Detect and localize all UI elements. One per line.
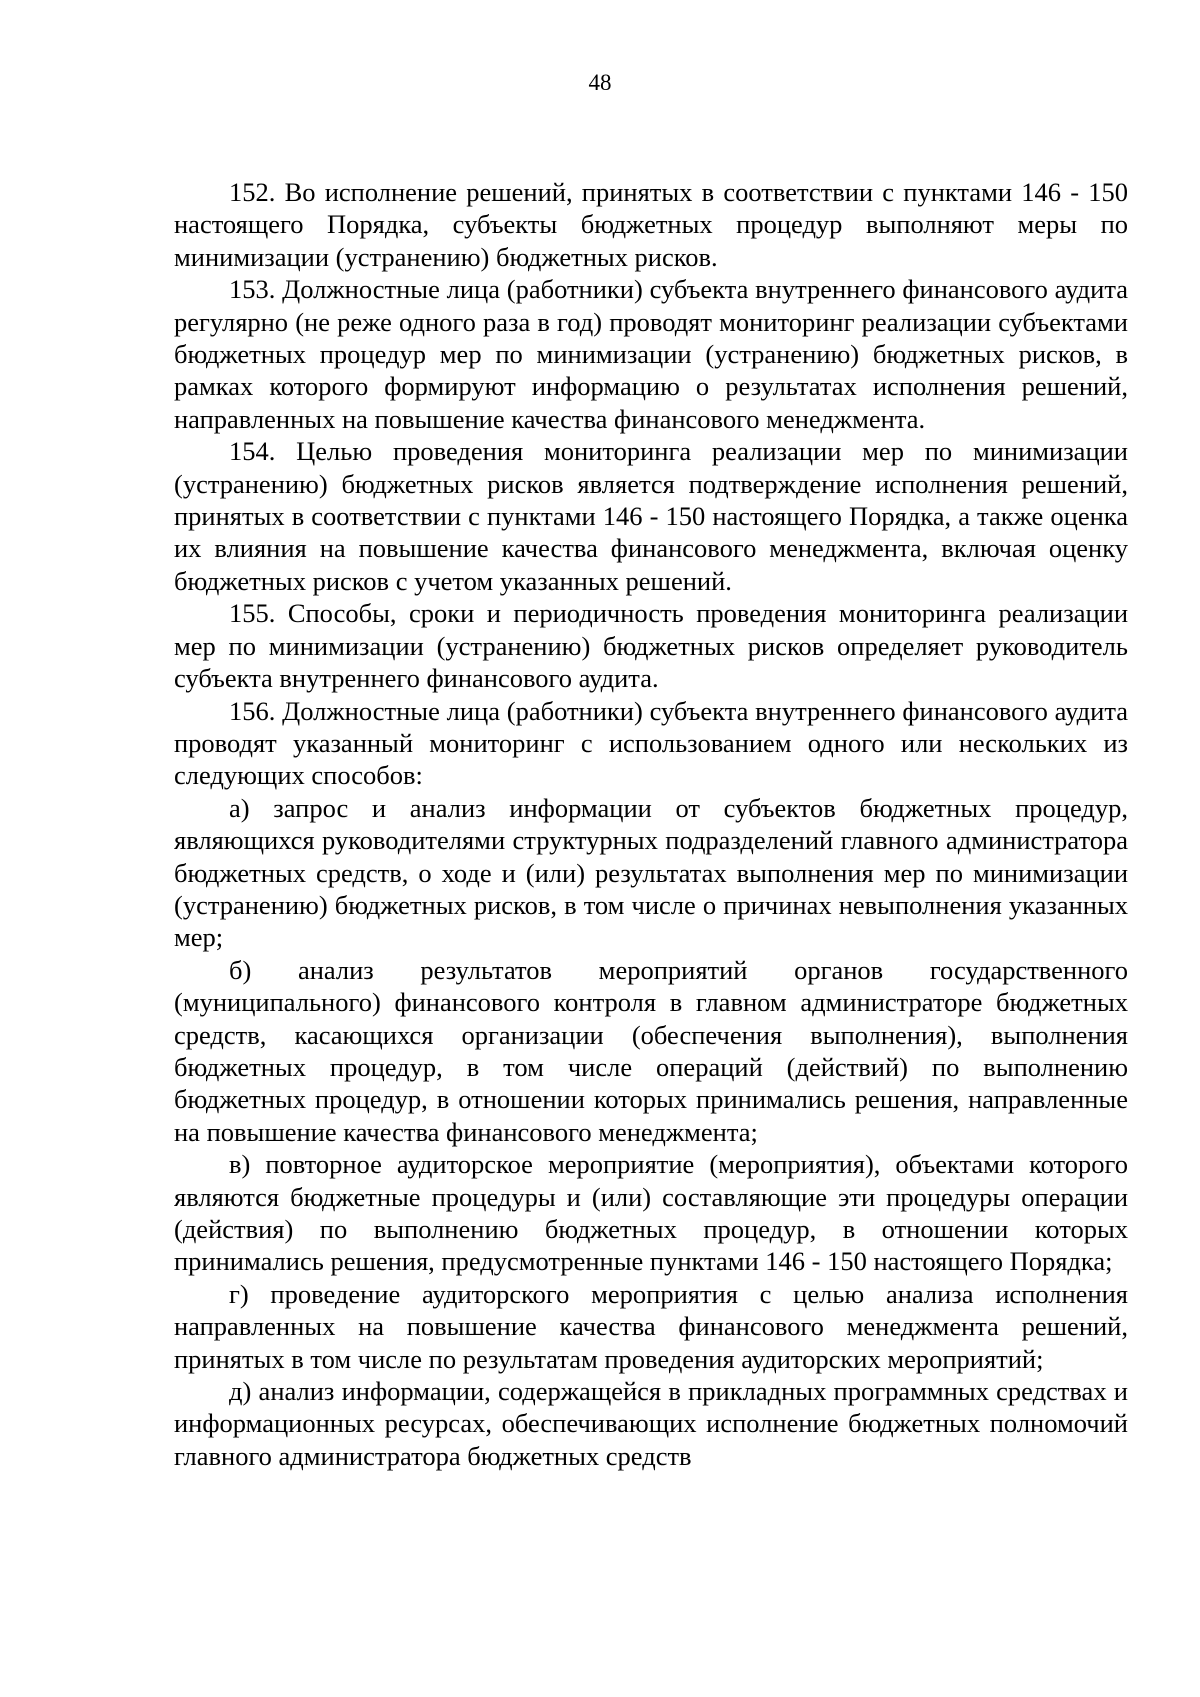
list-item-a: а) запрос и анализ информации от субъектов бюджетных процедур, являющихся руководителями структурных подразделений главного администратора бюджетных средств, о ходе и (или) результатах выполнения мер по минимизации (устранению) бюджетных рисков, в том числе о причинах невыполнения указанных мер; xyxy=(174,792,1128,953)
paragraph-154: 154. Целью проведения мониторинга реализации мер по минимизации (устранению) бюджетных рисков является подтверждение исполнения решений, принятых в соответствии с пунктами 146 - 150 настоящего Порядка, а также оценка их влияния на повышение качества финансового менеджмента, включая оценку бюджетных рисков с учетом указанных решений. xyxy=(174,436,1128,596)
paragraph-153: 153. Должностные лица (работники) субъекта внутреннего финансового аудита регулярно (не реже одного раза в год) проводят мониторинг реализации субъектами бюджетных процедур мер по минимизации (устранению) бюджетных рисков, в рамках которого формируют информацию о результатах исполнения решений, направленных на повышение качества финансового менеджмента. xyxy=(174,274,1128,434)
list-item-g: г) проведение аудиторского мероприятия с целью анализа исполнения направленных на повышение качества финансового менеджмента решений, принятых в том числе по результатам проведения аудиторских мероприятий; xyxy=(174,1278,1128,1374)
list-item-v: в) повторное аудиторское мероприятие (мероприятия), объектами которого являются бюджетные процедуры и (или) составляющие эти процедуры операции (действия) по выполнению бюджетных процедур, в отношении которых принимались решения, предусмотренные пунктами 146 - 150 настоящего Порядка; xyxy=(174,1149,1128,1277)
list-item-d: д) анализ информации, содержащейся в прикладных программных средствах и информационных ресурсах, обеспечивающих исполнение бюджетных полномочий главного администратора бюджетных средств xyxy=(174,1376,1128,1471)
paragraph-152: 152. Во исполнение решений, принятых в соответствии с пунктами 146 - 150 настоящего Порядка, субъекты бюджетных процедур выполняют меры по минимизации (устранению) бюджетных рисков. xyxy=(174,177,1128,272)
document-body xyxy=(174,176,1128,1472)
paragraph-155: 155. Способы, сроки и периодичность проведения мониторинга реализации мер по минимизации (устранению) бюджетных рисков определяет руководитель субъекта внутреннего финансового аудита. xyxy=(174,598,1128,694)
paragraph-156: 156. Должностные лица (работники) субъекта внутреннего финансового аудита проводят указанный мониторинг с использованием одного или нескольких из следующих способов: xyxy=(174,695,1128,791)
list-item-b: б) анализ результатов мероприятий органов государственного (муниципального) финансового контроля в главном администраторе бюджетных средств, касающихся организации (обеспечения выполнения), выполнения бюджетных процедур, в том числе операций (действий) по выполнению бюджетных процедур, в отношении которых принимались решения, направленные на повышение качества финансового менеджмента; xyxy=(174,954,1128,1147)
page-number: 48 xyxy=(588,70,612,95)
